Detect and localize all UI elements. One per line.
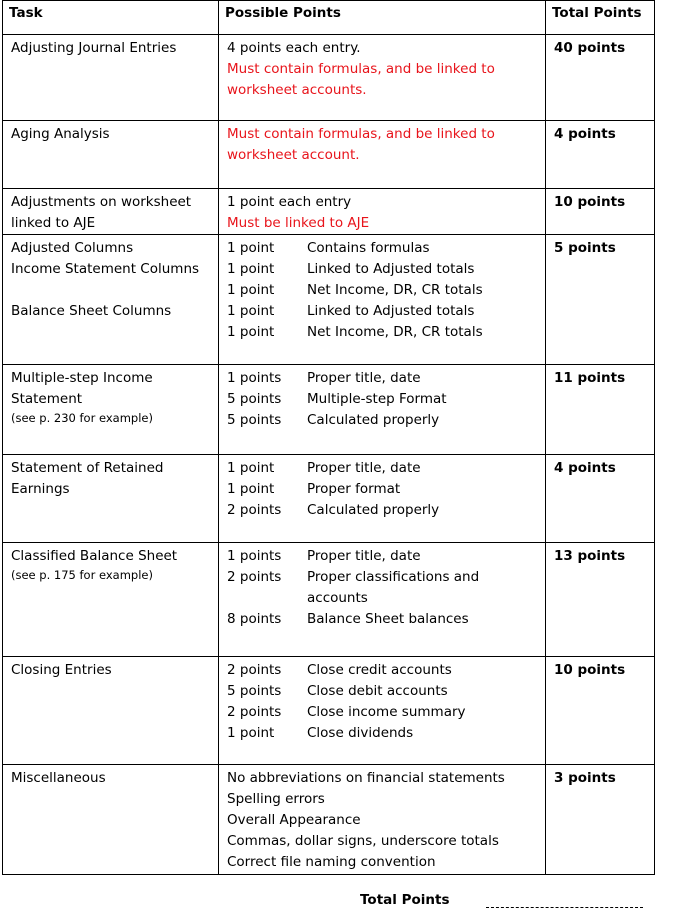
list-item: 1 point Proper title, date	[227, 460, 421, 476]
header-row	[3, 1, 655, 35]
rubric-row	[3, 657, 655, 765]
rubric-table	[2, 0, 655, 875]
task-label: Earnings	[11, 481, 70, 497]
rubric-row	[3, 765, 655, 875]
points-text: 1 point each entry	[227, 194, 352, 210]
list-item: No abbreviations on financial statements	[227, 770, 505, 786]
list-item: 5 points Multiple-step Format	[227, 391, 447, 407]
requirement-note: Must be linked to AJE	[227, 215, 370, 231]
list-item: 1 point Contains formulas	[227, 240, 430, 256]
list-item: 5 points Close debit accounts	[227, 683, 448, 699]
reference-note: (see p. 230 for example)	[11, 411, 153, 425]
header-task: Task	[3, 1, 219, 35]
task-label: Adjusted Columns	[11, 240, 134, 256]
list-item: 1 points Proper title, date	[227, 548, 421, 564]
rubric-row	[3, 235, 655, 365]
rubric-row	[3, 365, 655, 455]
total-points-cell: 3 points	[546, 765, 655, 875]
task-label: Closing Entries	[11, 662, 112, 678]
task-label: Statement	[11, 391, 83, 407]
task-label: Balance Sheet Columns	[11, 303, 172, 319]
list-item: 2 points Proper classifications and accounts	[227, 569, 480, 606]
total-points-cell: 5 points	[546, 235, 655, 365]
list-item: 1 point Net Income, DR, CR totals	[227, 282, 483, 298]
rubric-row	[3, 189, 655, 235]
task-label: Miscellaneous	[11, 770, 106, 786]
total-points-cell: 13 points	[546, 543, 655, 657]
task-label: Statement of Retained	[11, 460, 164, 476]
list-item: 2 points Close credit accounts	[227, 662, 452, 678]
total-points-label: Total Points	[360, 892, 450, 908]
task-label: Income Statement Columns	[11, 261, 200, 277]
list-item: Overall Appearance	[227, 812, 361, 828]
list-item: 1 point Net Income, DR, CR totals	[227, 324, 483, 340]
total-points-cell: 40 points	[546, 35, 655, 121]
task-label: Multiple-step Income	[11, 370, 153, 386]
header-total-points: Total Points	[546, 1, 655, 35]
task-label: Aging Analysis	[11, 126, 110, 142]
task-label: Classified Balance Sheet	[11, 548, 178, 564]
rubric-row	[3, 543, 655, 657]
header-possible-points: Possible Points	[219, 1, 546, 35]
list-item: 5 points Calculated properly	[227, 412, 440, 428]
list-item: Commas, dollar signs, underscore totals	[227, 833, 499, 849]
task-label	[11, 280, 212, 301]
points-text: 4 points each entry.	[227, 40, 361, 56]
task-label: linked to AJE	[11, 215, 96, 231]
list-item: 1 point Linked to Adjusted totals	[227, 261, 475, 277]
rubric-row	[3, 35, 655, 121]
list-item: 1 point Close dividends	[227, 725, 414, 741]
task-label: Adjusting Journal Entries	[11, 40, 177, 56]
requirement-note: Must contain formulas, and be linked to worksheet accounts.	[227, 61, 495, 98]
list-item: 8 points Balance Sheet balances	[227, 611, 469, 627]
list-item: 1 point Linked to Adjusted totals	[227, 303, 475, 319]
task-label: Adjustments on worksheet	[11, 194, 192, 210]
list-item: Correct file naming convention	[227, 854, 436, 870]
total-points-cell: 10 points	[546, 657, 655, 765]
total-points-cell: 10 points	[546, 189, 655, 235]
list-item: 1 point Proper format	[227, 481, 401, 497]
total-points-blank	[486, 907, 643, 908]
rubric-row	[3, 121, 655, 189]
total-points-cell: 11 points	[546, 365, 655, 455]
reference-note: (see p. 175 for example)	[11, 568, 153, 582]
rubric-row	[3, 455, 655, 543]
list-item: Spelling errors	[227, 791, 325, 807]
list-item: 2 points Calculated properly	[227, 502, 440, 518]
total-points-cell: 4 points	[546, 455, 655, 543]
list-item: 2 points Close income summary	[227, 704, 466, 720]
list-item: 1 points Proper title, date	[227, 370, 421, 386]
requirement-note: Must contain formulas, and be linked to worksheet account.	[227, 126, 495, 163]
total-points-cell: 4 points	[546, 121, 655, 189]
